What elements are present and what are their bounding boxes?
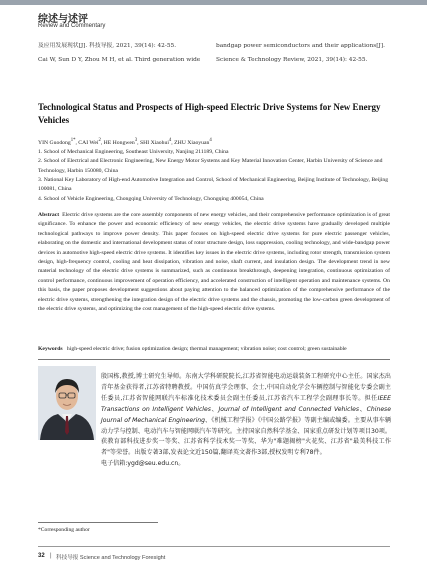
affiliation: 4. School of Vehicle Engineering, Chongqing University of Technology, Chongqing 400054, China (38, 195, 264, 202)
author-biography (101, 372, 391, 470)
reference-line: bandgap power semiconductors and their applications[J]. (216, 43, 385, 49)
affiliation: 3. National Key Laboratory of High-end Automotive Integration and Control, School of Mechanical Engineering, Beijing Institute of Technology, Beijing 100081, China (38, 177, 389, 193)
footnote: *Corresponding author (38, 527, 90, 533)
author-list: YIN Guodong$^{1*}$, CAI Wei$^2$, HE Hongwen$^3$, SHI Xiaohui$^4$, ZHU Xiaoyuan$^4$ (38, 138, 212, 146)
footer-separator: | (50, 553, 52, 559)
section-title-zh: 综述与述评 (38, 14, 88, 25)
bio-separator: 、 (359, 405, 367, 413)
page-number: 32 (38, 553, 45, 559)
keywords (38, 345, 398, 354)
affiliation: 1. School of Mechanical Engineering, Southeast University, Nanjing 211189, China (38, 149, 229, 156)
divider (38, 359, 390, 360)
reference-line: Science & Technology Review, 2021, 39(14): 42-55. (216, 57, 368, 63)
abstract-label: Abstract (38, 212, 60, 218)
affiliation: 2. School of Electrical and Electronic Engineering, New Energy Motor Systems and Key Material Innovation Center, Harbin University of Science and Technology, Harbin 150080, China (38, 158, 383, 174)
author-email: 电子信箱:ygd@seu.edu.cn。 (101, 460, 185, 468)
footnote-divider (38, 522, 158, 523)
journal-name: Journal of Intelligent and Connected Vehicles (218, 405, 360, 413)
bio-text: 、《机械工程学报》《中国公路学报》等副主编或编委。主要从事车辆动力学与控制、电动汽车与智能网联汽车等研究。主持国家自然科学基金、国家重点研发计划等项目30项。获教育部科技进步奖一等奖、江苏省科学技术奖一等奖、华为"难题揭榜"火花奖、江苏省"最美科技工作者"等荣誉。出版专著3部,发表论文近150篇,翻译英文著作3部,授权发明专利78件。 (101, 416, 391, 457)
page-footer (0, 546, 427, 579)
section-title-en: Review and Commentary (38, 23, 106, 29)
bio-separator: 、 (210, 405, 219, 413)
journal-name-footer: 科技导报 Science and Technology Foresight (56, 555, 166, 561)
author-photo (38, 366, 96, 440)
abstract (38, 211, 390, 314)
journal-name: IEEE Transactions on Intelligent Vehicles (101, 394, 391, 413)
author-block (38, 136, 398, 204)
author-portrait-image (38, 366, 96, 440)
bio-text: 殷国栋,教授,博士研究生导师。东南大学科研院院长,江苏省智能电动运载装备工程研究中心主任。国家杰出青年基金获得者,江苏省特聘教授。中国仿真学会理事、会士,中国自动化学会车辆控制与智能化专委会副主任委员,江苏省智能网联汽车标准化技术委员会副主任委员,江苏省汽车工程学会副理事长等。担任 (101, 373, 391, 402)
header-bar (0, 0, 427, 5)
keywords-text: high-speed electric drive; fusion optimization design; thermal management; vibration noise; cost control; green sustainable (66, 346, 347, 352)
abstract-text: Electric drive systems are the core assembly components of new energy vehicles, and their comprehensive performance optimization is of great significance. To enhance the power and economic efficiency of new energy vehicles, the electric drive systems have gradually developed multiple technological pathways to improve power density. This paper focuses on high-speed electric drive systems for pure electric passenger vehicles, elaborating on the domestic and international development status of rotor structure design, loss suppression, cooling technology, and wide-bandgap power devices in automotive high-speed electric drive systems. It identifies key issues in the electric drive systems, including rotor strength, transmission system design, high-frequency control, cooling and heat dissipation, vibration and noise, shaft current, and insulation design. The development trend in new material technology of the electric drive systems is summarized, such as continuous breakthrough, deepening integration, continuous optimization of control performance, continuous improvement of operation efficiency, and accelerated construction of intelligent operation and maintenance systems. On this basis, the paper proposes development suggestions about paying attention to the balanced optimization of the comprehensive performance of the electric drive systems, strengthening the integration design of the electric drive systems and the chassis, promoting the low-carbon green development of the electric drive systems, and optimizing the cost management of the high-speed electric drive systems. (38, 212, 391, 313)
keywords-label: Keywords (38, 346, 63, 352)
article-title: Technological Status and Prospects of High-speed Electric Drive Systems for New Energy Vehicles (38, 102, 381, 125)
reference-line: Cai W, Sun D Y, Zhou M H, et al. Third generation wide (38, 57, 201, 63)
journal-name: Chinese Journal of Mechanical Engineering (101, 405, 391, 424)
page-header (0, 0, 427, 32)
footer-divider (38, 546, 390, 547)
reference-line: 及应用发展现状[J]. 科技导报, 2021, 39(14): 42-55. (38, 43, 177, 49)
